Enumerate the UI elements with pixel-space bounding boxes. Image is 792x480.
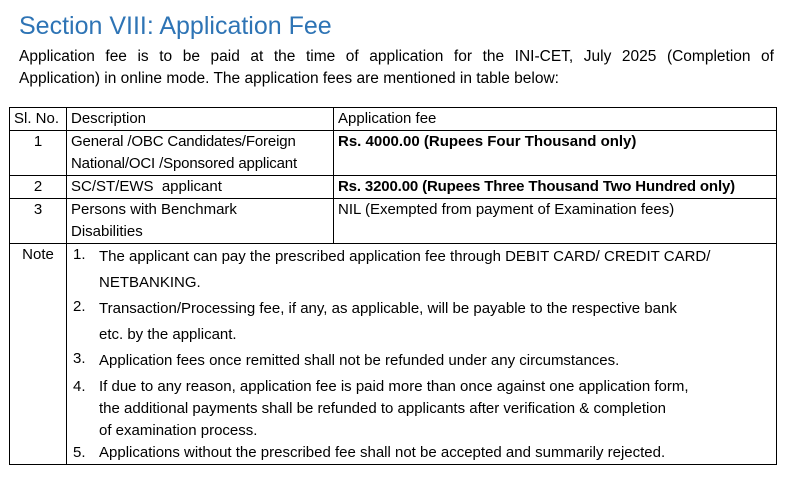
row-description xyxy=(67,199,334,244)
row-description-line: General /OBC Candidates/Foreign xyxy=(71,133,296,150)
intro-line-1: Application fee is to be paid at the time of application for the INI-CET, July 2025 (Completion of xyxy=(19,48,774,65)
notes-list xyxy=(71,244,772,464)
header-description: Description xyxy=(67,108,334,131)
section-title: Section VIII: Application Fee xyxy=(19,12,332,40)
note-text: The applicant can pay the prescribed application fee through DEBIT CARD/ CREDIT CARD/ xyxy=(99,248,711,265)
note-text: If due to any reason, application fee is paid more than once against one application form, xyxy=(99,378,689,395)
notes-row xyxy=(10,244,777,465)
table-header-row xyxy=(10,108,777,131)
note-text: Applications without the prescribed fee shall not be accepted and summarily rejected. xyxy=(99,444,666,461)
note-number: 1. xyxy=(73,246,86,263)
intro-paragraph xyxy=(19,46,774,90)
note-label: Note xyxy=(10,244,67,465)
table-row xyxy=(10,176,777,199)
row-description-line: Persons with Benchmark xyxy=(71,201,237,218)
row-fee: NIL (Exempted from payment of Examination fees) xyxy=(334,199,777,244)
list-item xyxy=(71,442,772,464)
note-text: Application fees once remitted shall not be refunded under any circumstances. xyxy=(99,352,620,369)
note-text: the additional payments shall be refunded to applicants after verification & completion xyxy=(99,400,667,417)
list-item xyxy=(71,374,772,442)
note-number: 4. xyxy=(73,378,86,395)
row-description: SC/ST/EWS applicant xyxy=(67,176,334,199)
fee-table xyxy=(9,107,777,465)
note-number: 3. xyxy=(73,350,86,367)
note-text: of examination process. xyxy=(99,422,258,439)
list-item xyxy=(71,348,772,374)
list-item xyxy=(71,296,772,348)
header-application-fee: Application fee xyxy=(334,108,777,131)
note-text: NETBANKING. xyxy=(99,274,201,291)
notes-cell xyxy=(67,244,777,465)
intro-line-2: Application) in online mode. The application fees are mentioned in table below: xyxy=(19,70,559,87)
row-sl: 3 xyxy=(10,199,67,244)
header-sl-no: Sl. No. xyxy=(10,108,67,131)
row-fee: Rs. 4000.00 (Rupees Four Thousand only) xyxy=(334,131,777,176)
row-sl: 1 xyxy=(10,131,67,176)
row-fee: Rs. 3200.00 (Rupees Three Thousand Two Hundred only) xyxy=(334,176,777,199)
note-text: etc. by the applicant. xyxy=(99,326,237,343)
note-number: 5. xyxy=(73,444,86,461)
list-item xyxy=(71,244,772,296)
note-text: Transaction/Processing fee, if any, as applicable, will be payable to the respective bank xyxy=(99,300,677,317)
row-description-line: Disabilities xyxy=(71,223,143,240)
note-number: 2. xyxy=(73,298,86,315)
row-description xyxy=(67,131,334,176)
table-row xyxy=(10,199,777,244)
row-sl: 2 xyxy=(10,176,67,199)
table-row xyxy=(10,131,777,176)
row-description-line: National/OCI /Sponsored applicant xyxy=(71,155,298,172)
